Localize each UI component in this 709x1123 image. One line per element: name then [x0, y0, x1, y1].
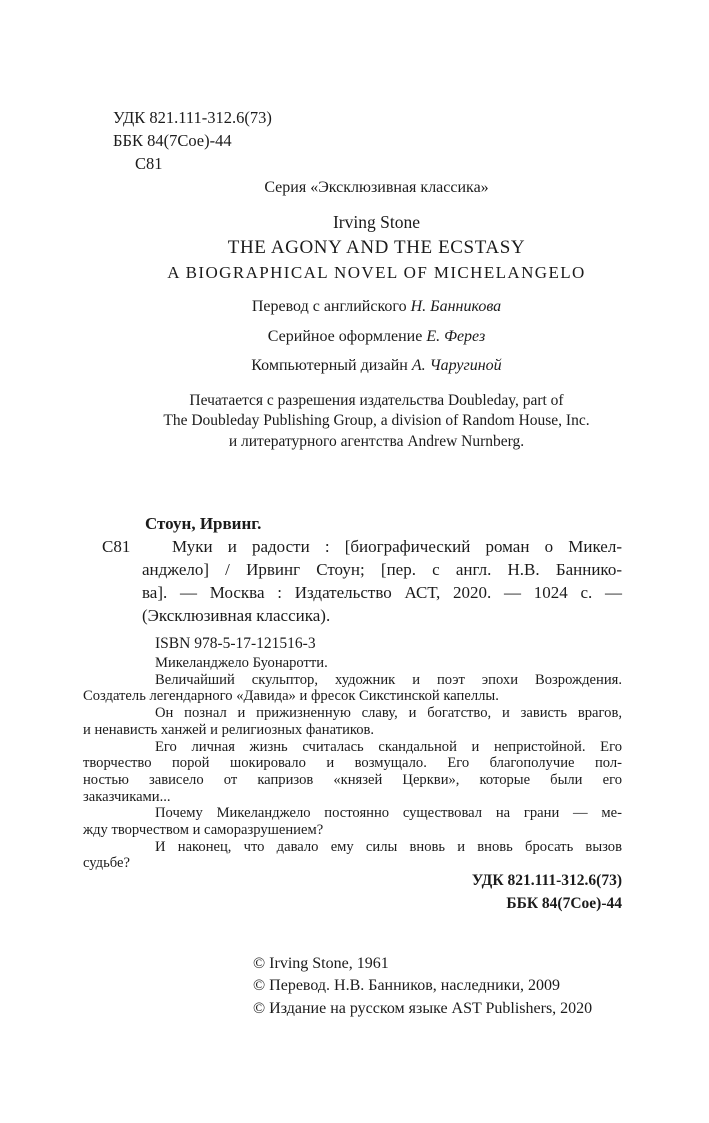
footer-udk-code: УДК 821.111-312.6(73): [471, 872, 622, 889]
isbn: ISBN 978-5-17-121516-3: [155, 635, 316, 652]
annotation-line: жду творчеством и саморазрушением?: [83, 822, 324, 839]
copyright-line: © Перевод. Н.В. Банников, наследники, 2009: [253, 977, 560, 995]
permission-line: и литературного агентства Andrew Nurnberg.: [228, 432, 525, 450]
book-author: Irving Stone: [332, 212, 420, 232]
book-title: THE AGONY AND THE ECSTASY: [227, 237, 526, 258]
series-design-credit: [107, 329, 646, 345]
annotation-line: заказчиками...: [83, 788, 171, 805]
computer-design-credit: [107, 358, 646, 374]
series-design-label: Серийное оформление: [267, 327, 423, 345]
computer-design-label: Компьютерный дизайн: [251, 357, 408, 374]
catalog-card: [83, 512, 622, 627]
permission-line: The Doubleday Publishing Group, a division of Random House, Inc.: [163, 412, 590, 430]
translation-label: Перевод с английского: [251, 298, 407, 315]
udk-code: УДК 821.111-312.6(73): [113, 108, 272, 127]
annotation-line: И наконец, что давало ему силы вновь и вновь бросать вызов: [155, 838, 622, 855]
permission-note: [83, 391, 646, 452]
top-classification-block: [113, 106, 513, 175]
annotation-line: творчество порой шокировало и возмущало. Его благополучие пол-: [83, 755, 622, 772]
annotation-line: Величайший скульптор, художник и поэт эпохи Возрождения.: [155, 671, 622, 688]
card-author-sign: С81: [102, 537, 131, 556]
card-line: анджело] / Ирвинг Стоун; [пер. с англ. Н.В. Баннико-: [142, 560, 622, 579]
translator-name: Н. Банникова: [410, 298, 502, 315]
card-line: ва]. — Москва : Издательство АСТ, 2020. — 1024 с. —: [142, 583, 622, 602]
annotation-line: Микеланджело Буонаротти.: [155, 655, 328, 671]
annotation-line: Его личная жизнь считалась скандальной и непристойной. Его: [155, 738, 622, 755]
credits-block: [83, 299, 646, 388]
book-subtitle: A BIOGRAPHICAL NOVEL OF MICHELANGELO: [167, 263, 586, 282]
card-line: Муки и радости : [биографический роман о Микел-: [172, 537, 622, 556]
annotation-line: Почему Микеланджело постоянно существовал на грани — ме-: [155, 805, 622, 822]
bottom-classification-block: [83, 870, 622, 915]
annotation-line: Он познал и прижизненную славу, и богатство, и зависть врагов,: [155, 705, 622, 722]
bbk-code: ББК 84(7Сое)-44: [113, 131, 232, 150]
series-designer-name: Е. Ферез: [426, 327, 486, 345]
annotation-line: и ненависть ханжей и религиозных фанатиков.: [83, 721, 375, 738]
annotation-line: ностью зависело от капризов «князей Церкви», которые были его: [83, 771, 622, 788]
annotation-line: судьбе?: [83, 855, 130, 872]
permission-line: Печатается с разрешения издательства Doubleday, part of: [189, 392, 564, 409]
footer-bbk-code: ББК 84(7Сое)-44: [506, 894, 622, 912]
annotation: [83, 655, 622, 872]
title-block: [83, 210, 646, 285]
author-sign: С81: [135, 154, 163, 173]
annotation-line: Создатель легендарного «Давида» и фресок Сикстинской капеллы.: [83, 688, 499, 705]
series-note: Серия «Эксклюзивная классика»: [264, 179, 489, 196]
card-author-heading: Стоун, Ирвинг.: [145, 514, 262, 533]
copyright-block: [83, 953, 709, 1020]
card-body: [83, 535, 622, 627]
copyright-line: © Irving Stone, 1961: [253, 955, 389, 972]
card-line: (Эксклюзивная классика).: [142, 606, 331, 625]
translation-credit: [107, 299, 646, 315]
computer-designer-name: А. Чаругиной: [411, 357, 502, 374]
copyright-line: © Издание на русском языке AST Publishers, 2020: [253, 999, 593, 1017]
